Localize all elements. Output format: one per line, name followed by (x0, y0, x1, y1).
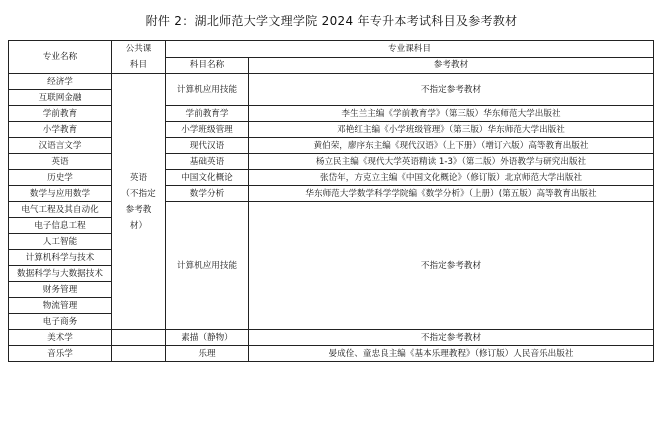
header-public-course (112, 41, 166, 74)
header-public-course-line1: 公共课 (125, 44, 152, 54)
major-cell: 历史学 (9, 170, 112, 186)
major-cell: 电气工程及其自动化 (9, 202, 112, 218)
subject-name-cell: 中国文化概论 (166, 170, 249, 186)
subject-name-cell: 乐理 (166, 346, 249, 362)
major-cell: 数据科学与大数据技术 (9, 266, 112, 282)
major-cell: 音乐学 (9, 346, 112, 362)
subject-name-cell: 基础英语 (166, 154, 249, 170)
major-cell: 电子商务 (9, 314, 112, 330)
header-subject-name: 科目名称 (166, 57, 249, 74)
header-major-course: 专业课科目 (166, 41, 654, 58)
subject-name-cell: 素描（静物） (166, 330, 249, 346)
public-course-line2: （不指定 (121, 188, 156, 199)
major-cell: 学前教育 (9, 106, 112, 122)
header-public-course-line2: 科目 (129, 60, 148, 70)
document-title: 附件 2：湖北师范大学文理学院 2024 年专升本考试科目及参考教材 (145, 14, 518, 28)
reference-book-cell: 张岱年，方克立主编《中国文化概论》（修订版）北京师范大学出版社 (249, 170, 654, 186)
major-cell: 经济学 (9, 74, 112, 90)
major-cell: 英语 (9, 154, 112, 170)
reference-book-cell: 华东师范大学数学科学学院编《数学分析》（上册）(第五版）高等教育出版社 (249, 186, 654, 202)
major-cell: 小学教育 (9, 122, 112, 138)
public-course-cell (112, 74, 166, 330)
reference-book-cell: 杨立民主编《现代大学英语精读 1-3》（第二版）外语教学与研究出版社 (249, 154, 654, 170)
major-cell: 汉语言文学 (9, 138, 112, 154)
public-course-line3: 参考教 (125, 204, 152, 215)
major-cell: 计算机科学与技术 (9, 250, 112, 266)
reference-book-cell: 邓艳红主编《小学班级管理》（第三版）华东师范大学出版社 (249, 122, 654, 138)
major-cell: 物流管理 (9, 298, 112, 314)
major-cell: 互联网金融 (9, 90, 112, 106)
public-course-empty-cell (112, 330, 166, 346)
major-cell: 美术学 (9, 330, 112, 346)
header-reference-book: 参考教材 (249, 57, 654, 74)
public-course-empty-cell (112, 346, 166, 362)
public-course-line1: 英语 (129, 172, 148, 183)
major-cell: 电子信息工程 (9, 218, 112, 234)
subject-name-cell: 数学分析 (166, 186, 249, 202)
reference-book-cell: 不指定参考教材 (249, 74, 654, 106)
reference-book-cell: 不指定参考教材 (249, 202, 654, 330)
subject-name-cell: 现代汉语 (166, 138, 249, 154)
header-major: 专业名称 (9, 41, 112, 74)
reference-book-cell: 不指定参考教材 (249, 330, 654, 346)
exam-subjects-table (8, 40, 654, 362)
subject-name-cell: 学前教育学 (166, 106, 249, 122)
reference-book-cell: 黄伯荣，廖序东主编《现代汉语》（上下册）（增订六版）高等教育出版社 (249, 138, 654, 154)
reference-book-cell: 李生兰主编《学前教育学》（第三版）华东师范大学出版社 (249, 106, 654, 122)
subject-name-cell: 计算机应用技能 (166, 74, 249, 106)
subject-name-cell: 计算机应用技能 (166, 202, 249, 330)
major-cell: 人工智能 (9, 234, 112, 250)
subject-name-cell: 小学班级管理 (166, 122, 249, 138)
public-course-line4: 材） (129, 220, 148, 231)
major-cell: 财务管理 (9, 282, 112, 298)
reference-book-cell: 晏成佺、童忠良主编《基本乐理教程》（修订版）人民音乐出版社 (249, 346, 654, 362)
major-cell: 数学与应用数学 (9, 186, 112, 202)
